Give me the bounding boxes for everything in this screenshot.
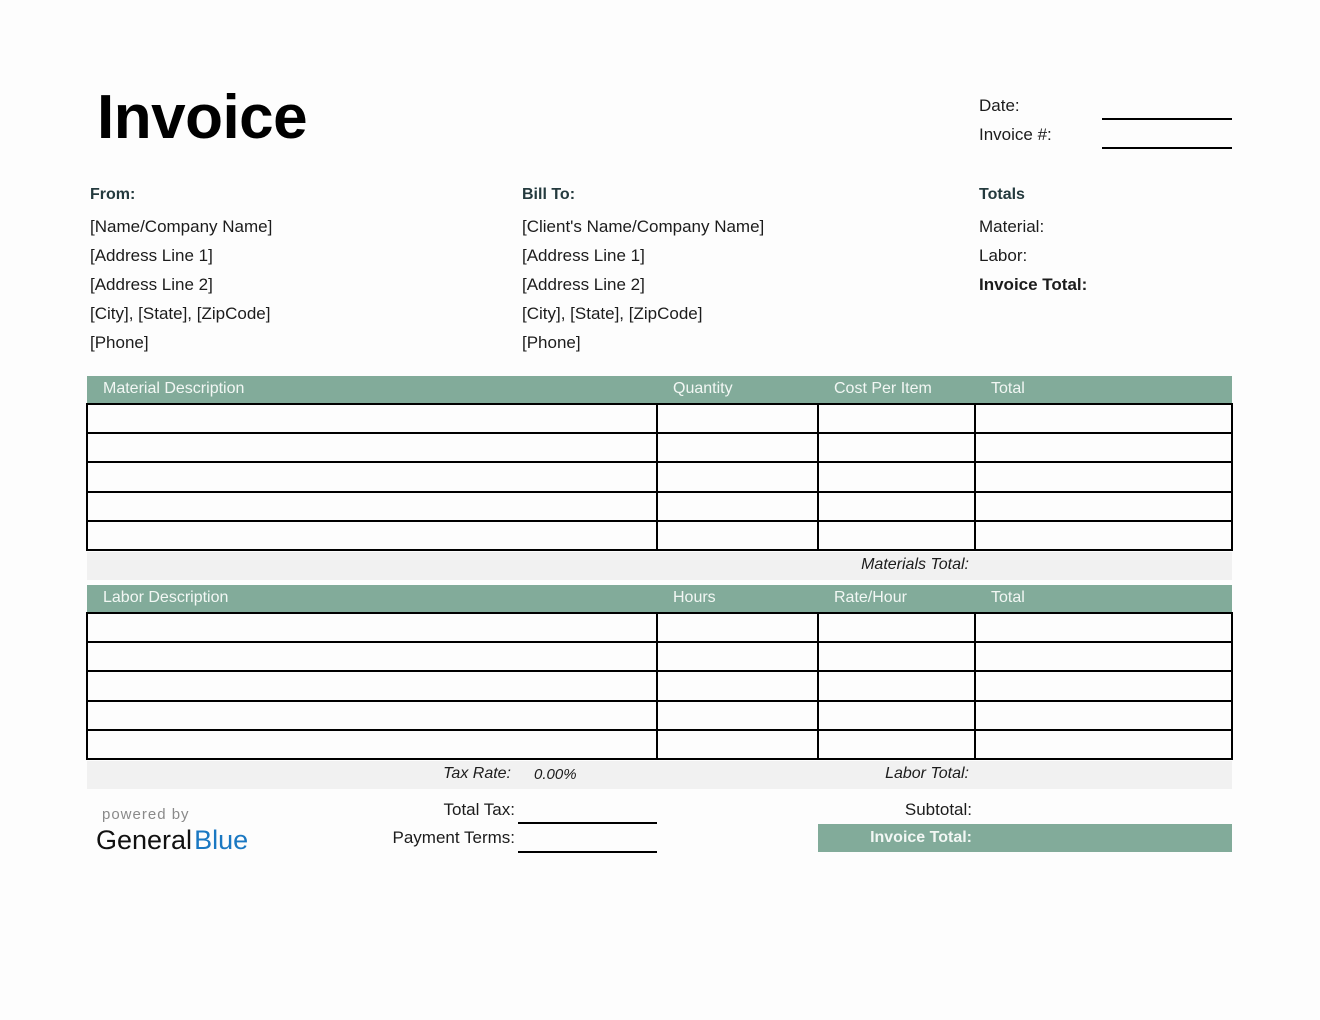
- total-tax-field[interactable]: [518, 822, 657, 824]
- col-cost-per-item: Cost Per Item: [834, 380, 932, 397]
- hours-cell[interactable]: [657, 642, 818, 671]
- col-quantity: Quantity: [673, 380, 733, 397]
- labor-description-cell[interactable]: [87, 730, 657, 759]
- payment-terms-field[interactable]: [518, 851, 657, 853]
- material-total-cell[interactable]: [975, 521, 1232, 550]
- bill-to-name[interactable]: [Client's Name/Company Name]: [522, 217, 765, 236]
- quantity-cell[interactable]: [657, 521, 818, 550]
- labor-table-header: [87, 585, 1232, 613]
- invoice-total-label: Invoice Total:: [979, 275, 1088, 294]
- from-city-state-zip[interactable]: [City], [State], [ZipCode]: [90, 304, 271, 323]
- generalblue-logo[interactable]: [96, 825, 248, 856]
- material-description-cell[interactable]: [87, 521, 657, 550]
- hours-cell[interactable]: [657, 671, 818, 700]
- materials-total-band: [87, 552, 1232, 580]
- cost-per-item-cell[interactable]: [818, 462, 975, 491]
- material-description-cell[interactable]: [87, 433, 657, 462]
- bill-to-phone[interactable]: [Phone]: [522, 333, 581, 352]
- labor-total-cell[interactable]: [975, 730, 1232, 759]
- table-row: [87, 404, 1232, 433]
- from-phone[interactable]: [Phone]: [90, 333, 149, 352]
- material-total-cell[interactable]: [975, 462, 1232, 491]
- labor-total-label: Labor Total:: [885, 765, 969, 782]
- col-material-total: Total: [991, 380, 1025, 397]
- quantity-cell[interactable]: [657, 462, 818, 491]
- labor-total-label: Labor:: [979, 246, 1028, 265]
- from-heading: From:: [90, 186, 136, 203]
- material-description-cell[interactable]: [87, 404, 657, 433]
- material-total-label: Material:: [979, 217, 1045, 236]
- col-hours: Hours: [673, 589, 716, 606]
- rate-per-hour-cell[interactable]: [818, 613, 975, 642]
- rate-per-hour-cell[interactable]: [818, 642, 975, 671]
- material-total-cell[interactable]: [975, 433, 1232, 462]
- brand-blue: Blue: [194, 825, 249, 855]
- brand-general: General: [96, 825, 193, 855]
- bill-to-address-1[interactable]: [Address Line 1]: [522, 246, 645, 265]
- materials-table: [86, 403, 1233, 551]
- tax-rate-label: Tax Rate:: [443, 765, 511, 782]
- payment-terms-label: Payment Terms:: [392, 828, 515, 847]
- from-address-2[interactable]: [Address Line 2]: [90, 275, 213, 294]
- totals-heading: Totals: [979, 186, 1025, 203]
- table-row: [87, 462, 1232, 491]
- labor-total-cell[interactable]: [975, 642, 1232, 671]
- date-label: Date:: [979, 96, 1020, 115]
- table-row: [87, 730, 1232, 759]
- rate-per-hour-cell[interactable]: [818, 730, 975, 759]
- labor-total-cell[interactable]: [975, 613, 1232, 642]
- hours-cell[interactable]: [657, 701, 818, 730]
- labor-total-cell[interactable]: [975, 671, 1232, 700]
- cost-per-item-cell[interactable]: [818, 521, 975, 550]
- invoice-total-bar: [818, 824, 1232, 852]
- hours-cell[interactable]: [657, 613, 818, 642]
- rate-per-hour-cell[interactable]: [818, 701, 975, 730]
- labor-description-cell[interactable]: [87, 613, 657, 642]
- totals-section: [979, 186, 1087, 299]
- materials-table-header: [87, 376, 1232, 404]
- powered-by-text: powered by: [102, 806, 190, 823]
- invoice-number-label: Invoice #:: [979, 125, 1052, 144]
- col-labor-total: Total: [991, 589, 1025, 606]
- from-section: [90, 186, 272, 357]
- from-address-1[interactable]: [Address Line 1]: [90, 246, 213, 265]
- from-name[interactable]: [Name/Company Name]: [90, 217, 273, 236]
- cost-per-item-cell[interactable]: [818, 433, 975, 462]
- quantity-cell[interactable]: [657, 404, 818, 433]
- cost-per-item-cell[interactable]: [818, 404, 975, 433]
- col-labor-description: Labor Description: [103, 589, 229, 606]
- total-tax-label: Total Tax:: [443, 800, 515, 819]
- tax-rate-value[interactable]: 0.00%: [534, 766, 577, 783]
- table-row: [87, 613, 1232, 642]
- col-rate-per-hour: Rate/Hour: [834, 589, 907, 606]
- quantity-cell[interactable]: [657, 433, 818, 462]
- labor-total-band: [87, 761, 1232, 789]
- bill-to-city-state-zip[interactable]: [City], [State], [ZipCode]: [522, 304, 703, 323]
- table-row: [87, 642, 1232, 671]
- materials-total-label: Materials Total:: [861, 556, 969, 573]
- invoice-title: Invoice: [97, 83, 308, 152]
- labor-description-cell[interactable]: [87, 701, 657, 730]
- invoice-number-field[interactable]: [1102, 147, 1232, 149]
- hours-cell[interactable]: [657, 730, 818, 759]
- material-total-cell[interactable]: [975, 492, 1232, 521]
- table-row: [87, 701, 1232, 730]
- labor-description-cell[interactable]: [87, 642, 657, 671]
- col-material-description: Material Description: [103, 380, 245, 397]
- rate-per-hour-cell[interactable]: [818, 671, 975, 700]
- table-row: [87, 521, 1232, 550]
- table-row: [87, 492, 1232, 521]
- date-field[interactable]: [1102, 118, 1232, 120]
- cost-per-item-cell[interactable]: [818, 492, 975, 521]
- material-description-cell[interactable]: [87, 492, 657, 521]
- quantity-cell[interactable]: [657, 492, 818, 521]
- material-total-cell[interactable]: [975, 404, 1232, 433]
- bill-to-heading: Bill To:: [522, 186, 576, 203]
- table-row: [87, 433, 1232, 462]
- subtotal-label: Subtotal:: [904, 800, 972, 819]
- labor-total-cell[interactable]: [975, 701, 1232, 730]
- labor-table: [86, 612, 1233, 760]
- material-description-cell[interactable]: [87, 462, 657, 491]
- bill-to-address-2[interactable]: [Address Line 2]: [522, 275, 645, 294]
- labor-description-cell[interactable]: [87, 671, 657, 700]
- table-row: [87, 671, 1232, 700]
- bill-to-section: [522, 186, 764, 357]
- invoice-total-bar-label: Invoice Total:: [870, 829, 972, 846]
